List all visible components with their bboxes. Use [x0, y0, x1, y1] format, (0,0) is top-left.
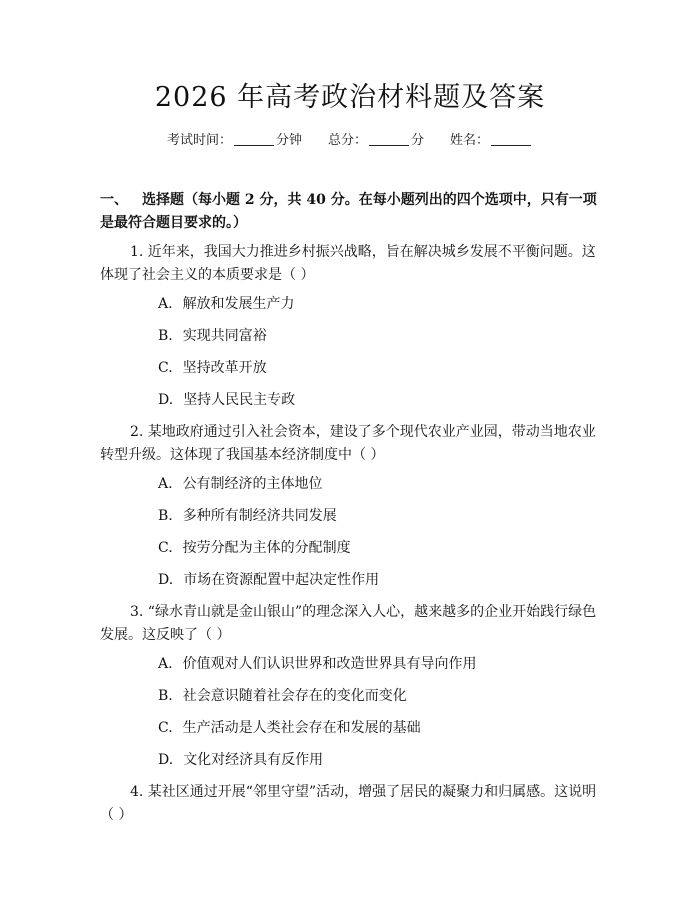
section-number: 一、	[100, 192, 128, 208]
option-letter: C.	[158, 540, 173, 556]
option-letter: D.	[158, 392, 174, 408]
option-text: 坚持改革开放	[182, 360, 267, 376]
question-stem: 2. 某地政府通过引入社会资本，建设了多个现代农业产业园，带动当地农业转型升级。这体现了我国基本经济制度中（ ）	[100, 424, 596, 463]
option-letter: A.	[158, 476, 173, 492]
option-letter: B.	[158, 328, 173, 344]
option-item	[158, 750, 598, 770]
option-letter: D.	[158, 752, 174, 768]
option-text: 按劳分配为主体的分配制度	[182, 540, 351, 556]
option-item	[158, 474, 598, 494]
question-stem: 1. 近年来，我国大力推进乡村振兴战略，旨在解决城乡发展不平衡问题。这体现了社会主义的本质要求是（ ）	[100, 244, 596, 283]
option-letter: B.	[158, 508, 173, 524]
option-item	[158, 506, 598, 526]
question-stem: 3. “绿水青山就是金山银山”的理念深入人心，越来越多的企业开始践行绿色发展。这反映了（ ）	[100, 604, 597, 643]
option-text: 市场在资源配置中起决定性作用	[183, 572, 380, 588]
option-letter: C.	[158, 720, 173, 736]
option-text: 坚持人民民主专政	[183, 392, 296, 408]
option-item	[158, 686, 598, 706]
name-label: 姓名：	[450, 133, 490, 148]
option-letter: B.	[158, 688, 173, 704]
time-blank	[234, 131, 274, 146]
option-item	[158, 294, 598, 314]
name-blank	[491, 131, 531, 146]
score-unit: 分	[411, 133, 425, 148]
score-blank	[369, 131, 409, 146]
time-unit: 分钟	[275, 133, 302, 148]
option-letter: C.	[158, 360, 173, 376]
option-text: 解放和发展生产力	[182, 296, 295, 312]
option-letter: A.	[158, 656, 173, 672]
option-item	[158, 358, 598, 378]
option-text: 社会意识随着社会存在的变化而变化	[182, 688, 407, 704]
document-title: 2026 年高考政治材料题及答案	[154, 82, 546, 113]
option-item	[158, 654, 598, 674]
exam-meta-line	[0, 131, 700, 151]
option-letter: A.	[158, 296, 173, 312]
option-item	[158, 538, 598, 558]
question-stem: 4. 某社区通过开展“邻里守望”活动，增强了居民的凝聚力和归属感。这说明（ ）	[100, 784, 597, 823]
section-heading	[100, 189, 600, 235]
option-text: 公有制经济的主体地位	[182, 476, 323, 492]
option-text: 多种所有制经济共同发展	[182, 508, 337, 524]
option-text: 实现共同富裕	[182, 328, 267, 344]
section-text: 选择题（每小题 2 分，共 40 分。在每小题列出的四个选项中，只有一项是最符合题目要求的。）	[100, 192, 597, 231]
option-text: 价值观对人们认识世界和改造世界具有导向作用	[182, 656, 477, 672]
option-letter: D.	[158, 572, 174, 588]
option-item	[158, 390, 598, 410]
option-item	[158, 718, 598, 738]
option-item	[158, 570, 598, 590]
time-label: 考试时间：	[166, 133, 232, 148]
option-item	[158, 326, 598, 346]
score-label: 总分：	[327, 133, 367, 148]
option-text: 生产活动是人类社会存在和发展的基础	[182, 720, 421, 736]
option-text: 文化对经济具有反作用	[183, 752, 324, 768]
